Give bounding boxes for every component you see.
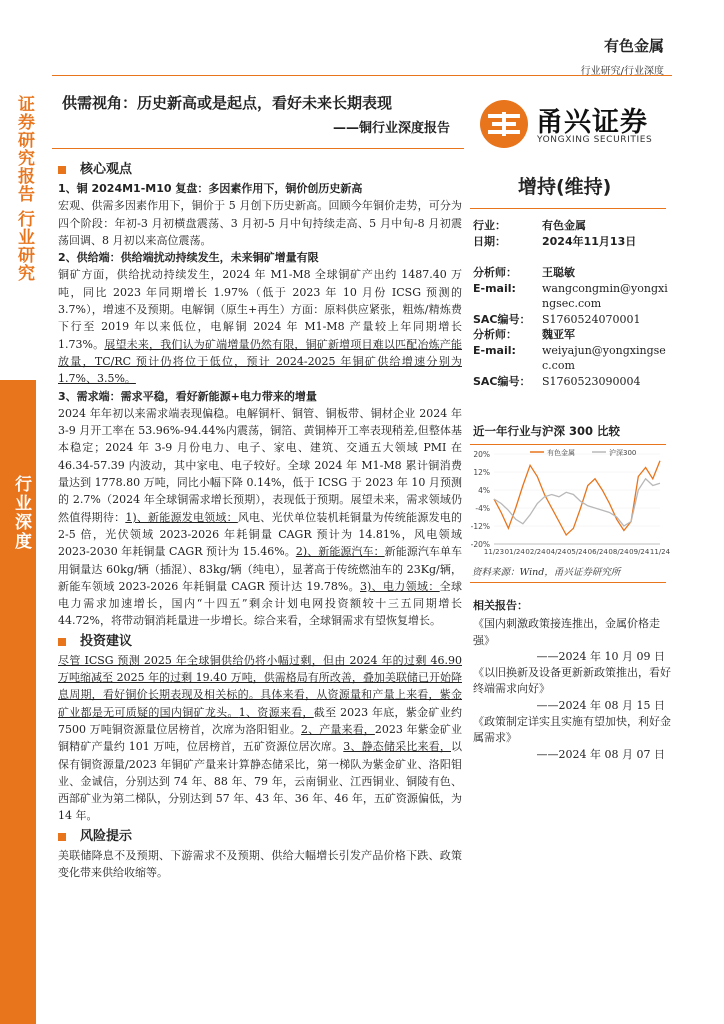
info-industry: 行业： 有色金属 xyxy=(473,219,586,232)
invest-para: 尽管 ICSG 预测 2025 年全球铜供给仍将小幅过剩，但由 2024 年的过剩 46.90 万吨缩减至 2025 年的过剩 19.40 万吨，供需格局有所改善，叠加美联储已开始降息周期，看好铜价长期表现及相关标的。具体来看，从资源量和产量上来看，紫金矿业都是无可质疑的国内铜矿龙头。1、资源来看，截至 2023 年底，紫金矿业约 7500 万吨铜资源量位居榜首，次席为洛阳钼业。2、产量来看，2023 年紫金矿业铜精矿产量约 101 万吨，位居榜首，五矿资源位居次席。3、静态储采比来看，以保有铜资源量/2023 年铜矿产量来计算静态储采比，第一梯队为紫金矿业、洛阳钼业、金诚信，分别达到 74 年、88 年、79 年，云南铜业、江西铜业、铜陵有色、西部矿业为第二梯队，分别达到 57 年、43 年、36 年、46 年，五矿资源偏低，为 14 年。 xyxy=(58,653,463,823)
chart-x-tick-label: 08/24 xyxy=(608,548,629,556)
chart-y-tick-label: -20% xyxy=(470,540,490,549)
side-label-industry-depth: 行业深度 xyxy=(11,475,31,551)
side-label-research: 证券研究报告 行业研究 xyxy=(14,95,34,282)
header-meta xyxy=(581,35,664,77)
core-sub-3: 3、需求端：需求平稳，看好新能源+电力带来的增量 xyxy=(58,389,317,403)
header-divider xyxy=(52,75,672,76)
related-item-title[interactable]: 《政策制定详实且实施有望加快，利好金属需求》 xyxy=(473,715,671,745)
chart-x-tick-label: 11/23 xyxy=(483,548,505,556)
chart-legend-label: 沪深300 xyxy=(609,449,637,457)
related-reports xyxy=(473,598,671,763)
chart-x-tick-label: 04/24 xyxy=(546,548,567,556)
related-item-date: ——2024 年 08 月 15 日 xyxy=(536,698,665,712)
chart-x-tick-label: 05/24 xyxy=(566,548,588,556)
info-sac-1: SAC编号： S1760524070001 xyxy=(473,312,641,326)
chart-x-tick-label: 09/24 xyxy=(629,548,650,556)
header-report-type: 行业研究/行业深度 xyxy=(580,66,664,77)
chart-legend-label: 有色金属 xyxy=(547,449,575,457)
chart-bottom-divider xyxy=(470,582,666,583)
core-para-1: 宏观、供需多因素作用下，铜价于 5 月创下历史新高。回顾今年铜价走势，可分为四个阶段：年初-3 月初横盘震荡、3 月初-5 月中旬持续走高、5 月中旬-8 月初震荡回调、8 月初以来高位震荡。 xyxy=(58,199,462,247)
rating: 增持(维持) xyxy=(518,176,612,198)
related-item-title[interactable]: 《国内刺激政策接连推出，金属价格走强》 xyxy=(473,617,660,647)
core-para-3: 2024 年年初以来需求端表现偏稳。电解铜杆、铜管、铜板带、铜材企业 2024 年 3-9 月开工率在 53.96%-94.44%内震荡，铜箔、黄铜棒开工率表现稍差,但整体基本稳定；2024 年 3-9 月份电力、电子、家电、建筑、交通五大领域 PMI 在 46.34-57.39 内波动，其中家电、电子较好。全球 2024 年 M1-M8 累计铜消费量达到 1778.80 万吨，同比小幅下降 0.14%，低于 ICSG 于 2023 年 10 月预测的 2.7%（2024 年全球铜需求增长预期），表现低于预期。展望未来，需求领域仍然值得期待：1)、新能源发电领域：风电、光伏单位装机耗铜量为传统能源发电的 2-5 倍，光伏领域 2023-2026 年耗铜量 CAGR 预计为 14.81%，风电领域 2023-2030 年耗铜量 CAGR 预计为 15.46%。2)、新能源汽车：新能源汽车单车用铜量达 60kg/辆（插混）、83kg/辆（纯电），显著高于传统燃油车的 23Kg/辆，新能车领域 2023-2026 年耗铜量 CAGR 预计达 19.78%。3)、电力领域：全球电力需求加速增长，国内“十四五”剩余计划电网投资额较十三五同期增长 44.72%，将带动铜消耗量进一步增长。综合来看，全球铜需求有望恢复增长。 xyxy=(58,406,463,628)
invest-heading: 投资建议 xyxy=(58,632,462,652)
title-divider xyxy=(52,148,464,149)
core-para-2: 铜矿方面，供给扰动持续发生，2024 年 M1-M8 全球铜矿产出约 1487.40 万吨，同比 2023 年同期增长 1.97%（低于 2023 年 10 月份 ICSG 预测的 3.7%），增速不及预期。电解铜（原生+再生）方面：原料供应紧张，粗炼/精炼费下行至 2019 年以来低位，电解铜 2024 年 M1-M8 产量较上年同期增长 1.73%。展望未来，我们认为矿端增量仍然有限，铜矿新增项目难以匹配冶炼产能放量，TC/RC 预计仍将位于低位，预计 2024-2025 年铜矿供给增速分别为 1.7%、3.5%。 xyxy=(58,268,462,386)
rating-divider xyxy=(470,208,666,209)
related-item-date: ——2024 年 08 月 07 日 xyxy=(536,747,665,761)
chart-divider xyxy=(470,444,666,445)
square-bullet-icon xyxy=(58,833,66,841)
core-sub-2: 2、供给端：供给端扰动持续发生，未来铜矿增量有限 xyxy=(58,251,319,265)
info-date: 日期： 2024年11月13日 xyxy=(473,234,637,248)
chart-x-tick-label: 01/24 xyxy=(504,548,525,556)
risk-para: 美联储降息不及预期、下游需求不及预期、供给大幅增长引发产品价格下跌、政策变化带来供给收缩等。 xyxy=(58,848,462,879)
main-column xyxy=(58,160,462,881)
info-sac-2: SAC编号： S1760523090004 xyxy=(473,374,641,388)
info-analyst-1: 分析师： 王聪敏 xyxy=(473,266,575,279)
related-item-title[interactable]: 《以旧换新及设备更新新政策推出，看好终端需求向好》 xyxy=(473,666,671,696)
chart-source: 资料来源：Wind，甬兴证券研究所 xyxy=(472,567,621,578)
industry-vs-csi300-chart xyxy=(460,446,674,562)
chart-y-tick-label: 12% xyxy=(473,468,490,477)
chart-title: 近一年行业与沪深 300 比较 xyxy=(473,424,621,438)
info-email-1: E-mail: wangcongmin@yongxingsec.com xyxy=(473,281,668,310)
chart-y-tick-label: 20% xyxy=(473,450,490,459)
related-heading: 相关报告： xyxy=(473,599,528,612)
square-bullet-icon xyxy=(58,638,66,646)
related-item-date: ——2024 年 10 月 09 日 xyxy=(536,649,665,663)
chart-y-tick-label: 4% xyxy=(478,486,490,495)
logo-name: 甬兴证券 xyxy=(536,107,648,138)
core-heading: 核心观点 xyxy=(58,160,462,180)
chart-x-tick-label: 06/24 xyxy=(587,548,608,556)
report-title: 供需视角：历史新高或是起点，看好未来长期表现 xyxy=(62,94,393,112)
chart-y-tick-label: -12% xyxy=(470,522,490,531)
info-email-2: E-mail: weiyajun@yongxingsec.com xyxy=(473,343,666,372)
risk-heading: 风险提示 xyxy=(58,827,462,847)
info-panel xyxy=(473,218,673,389)
report-subtitle: ——铜行业深度报告 xyxy=(332,121,450,136)
chart-x-tick-label: 02/24 xyxy=(525,548,546,556)
info-analyst-2: 分析师： 魏亚军 xyxy=(473,328,575,341)
chart-y-tick-label: -4% xyxy=(475,504,490,513)
core-sub-1: 1、铜 2024M1-M10 复盘：多因素作用下，铜价创历史新高 xyxy=(58,182,363,195)
chart-x-tick-label: 11/24 xyxy=(649,548,671,556)
header-sector: 有色金属 xyxy=(603,37,664,55)
logo-sub: YONGXING SECURITIES xyxy=(537,135,653,145)
square-bullet-icon xyxy=(58,166,66,174)
